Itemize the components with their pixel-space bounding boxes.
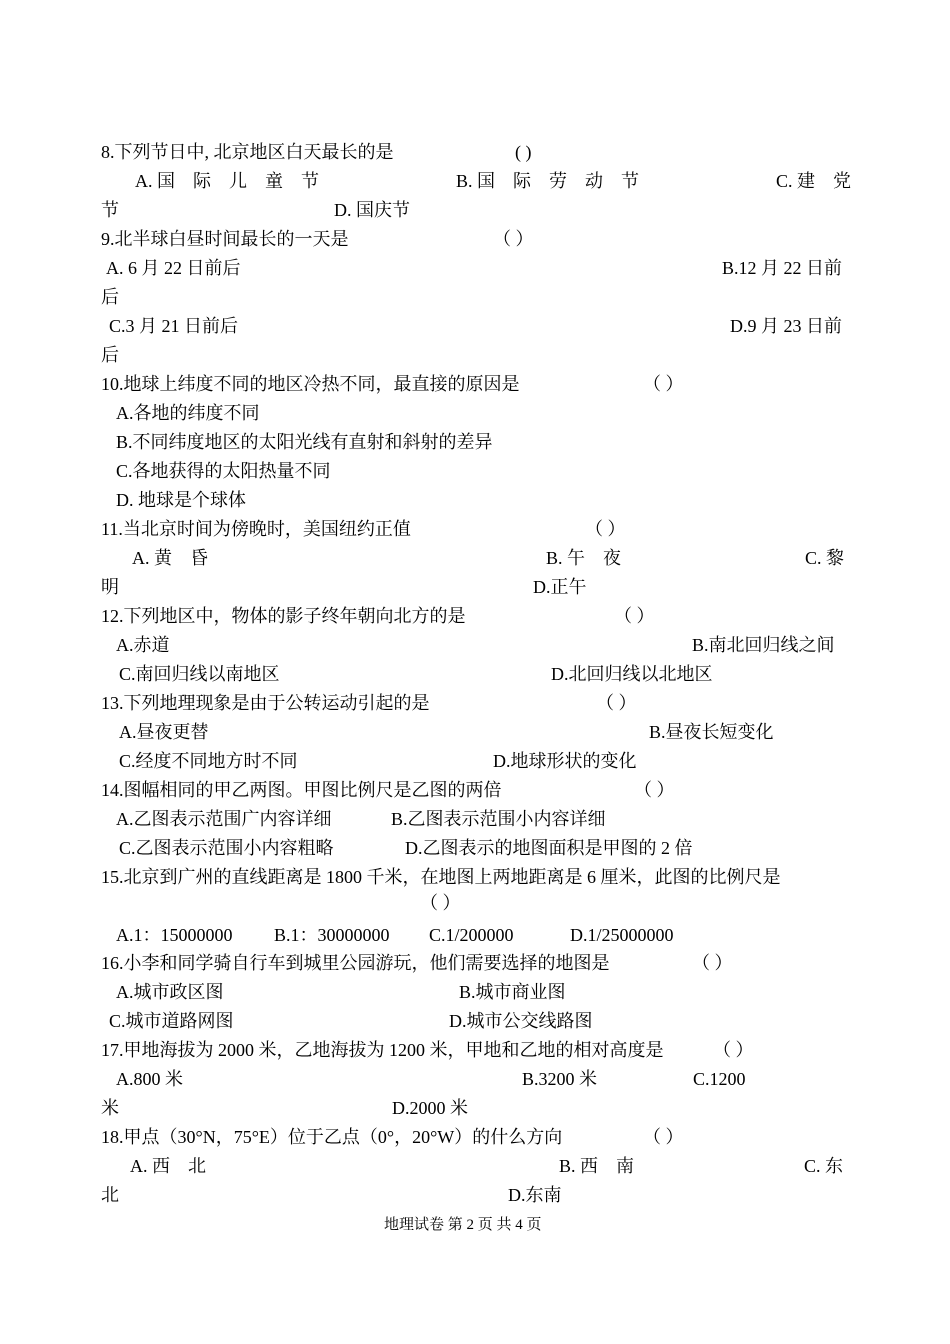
q14-stem: 14.图幅相同的甲乙两图。甲图比例尺是乙图的两倍 — [101, 780, 502, 800]
q17-option-c-continued: 米 — [101, 1098, 119, 1118]
q18-option-d: D.东南 — [508, 1185, 562, 1205]
q16-option-b: B.城市商业图 — [459, 982, 566, 1002]
q16-stem: 16.小李和同学骑自行车到城里公园游玩，他们需要选择的地图是 — [101, 953, 610, 973]
q14-option-b: B.乙图表示范围小内容详细 — [391, 809, 606, 829]
q9-option-a: A. 6 月 22 日前后 — [106, 258, 241, 278]
q8-option-c: C. 建 党 — [776, 171, 852, 191]
q18-option-b: B. 西 南 — [559, 1156, 635, 1176]
q9-answer-blank: （ ） — [493, 229, 534, 249]
q11-option-b: B. 午 夜 — [546, 548, 622, 568]
q8-option-b: B. 国 际 劳 动 节 — [456, 171, 640, 191]
q16-answer-blank: （ ） — [692, 953, 733, 973]
q15-option-c: C.1/200000 — [429, 925, 514, 945]
q8-stem: 8.下列节日中, 北京地区白天最长的是 — [101, 142, 394, 162]
q8-answer-blank: ( ) — [515, 142, 532, 162]
q12-stem: 12.下列地区中，物体的影子终年朝向北方的是 — [101, 606, 466, 626]
q12-option-a: A.赤道 — [116, 635, 170, 655]
q10-answer-blank: （ ） — [643, 374, 684, 394]
q15-option-b: B.1：30000000 — [274, 925, 390, 945]
q18-stem: 18.甲点（30°N，75°E）位于乙点（0°，20°W）的什么方向 — [101, 1127, 563, 1147]
q13-option-c: C.经度不同地方时不同 — [119, 751, 298, 771]
q12-option-b: B.南北回归线之间 — [692, 635, 835, 655]
q9-option-d-continued: 后 — [101, 345, 119, 365]
q9-option-d: D.9 月 23 日前 — [730, 316, 842, 336]
q11-option-a: A. 黄 昏 — [132, 548, 208, 568]
q11-option-c-continued: 明 — [101, 577, 119, 597]
q17-option-a: A.800 米 — [116, 1069, 183, 1089]
q10-stem: 10.地球上纬度不同的地区冷热不同，最直接的原因是 — [101, 374, 520, 394]
q17-stem: 17.甲地海拔为 2000 米，乙地海拔为 1200 米，甲地和乙地的相对高度是 — [101, 1040, 664, 1060]
q18-answer-blank: （ ） — [643, 1127, 684, 1147]
q17-option-c: C.1200 — [693, 1069, 746, 1089]
q10-option-a: A.各地的纬度不同 — [116, 403, 260, 423]
q13-option-a: A.昼夜更替 — [119, 722, 209, 742]
page-footer: 地理试卷 第 2 页 共 4 页 — [384, 1217, 542, 1233]
q8-option-d: D. 国庆节 — [334, 200, 410, 220]
q13-stem: 13.下列地理现象是由于公转运动引起的是 — [101, 693, 430, 713]
q11-stem: 11.当北京时间为傍晚时，美国纽约正值 — [101, 519, 411, 539]
q15-answer-blank: （ ） — [420, 893, 461, 913]
q11-option-d: D.正午 — [533, 577, 587, 597]
q12-option-d: D.北回归线以北地区 — [551, 664, 713, 684]
q13-option-b: B.昼夜长短变化 — [649, 722, 774, 742]
q11-answer-blank: （ ） — [585, 519, 626, 539]
q15-option-d: D.1/25000000 — [570, 925, 674, 945]
q10-option-b: B.不同纬度地区的太阳光线有直射和斜射的差异 — [116, 432, 493, 452]
q15-stem: 15.北京到广州的直线距离是 1800 千米，在地图上两地距离是 6 厘米，此图的比例尺是 — [101, 867, 781, 887]
q18-option-a: A. 西 北 — [130, 1156, 206, 1176]
q14-option-c: C.乙图表示范围小内容粗略 — [119, 838, 334, 858]
q17-answer-blank: （ ） — [713, 1040, 754, 1060]
q8-option-a: A. 国 际 儿 童 节 — [135, 171, 319, 191]
q17-option-b: B.3200 米 — [522, 1069, 598, 1089]
q9-option-b: B.12 月 22 日前 — [722, 258, 843, 278]
q14-option-a: A.乙图表示范围广内容详细 — [116, 809, 332, 829]
q13-answer-blank: （ ） — [596, 693, 637, 713]
q18-option-c-continued: 北 — [101, 1185, 119, 1205]
q17-option-d: D.2000 米 — [392, 1098, 468, 1118]
q14-answer-blank: （ ） — [634, 780, 675, 800]
q11-option-c: C. 黎 — [805, 548, 845, 568]
q9-stem: 9.北半球白昼时间最长的一天是 — [101, 229, 349, 249]
q18-option-c: C. 东 — [804, 1156, 844, 1176]
q14-option-d: D.乙图表示的地图面积是甲图的 2 倍 — [405, 838, 693, 858]
q13-option-d: D.地球形状的变化 — [493, 751, 637, 771]
q12-option-c: C.南回归线以南地区 — [119, 664, 280, 684]
q16-option-c: C.城市道路网图 — [109, 1011, 234, 1031]
q9-option-b-continued: 后 — [101, 287, 119, 307]
q10-option-c: C.各地获得的太阳热量不同 — [116, 461, 331, 481]
q15-option-a: A.1：15000000 — [116, 925, 233, 945]
q16-option-d: D.城市公交线路图 — [449, 1011, 593, 1031]
q9-option-c: C.3 月 21 日前后 — [109, 316, 239, 336]
q12-answer-blank: （ ） — [614, 606, 655, 626]
q8-option-c-continued: 节 — [101, 200, 119, 220]
q10-option-d: D. 地球是个球体 — [116, 490, 246, 510]
q16-option-a: A.城市政区图 — [116, 982, 224, 1002]
